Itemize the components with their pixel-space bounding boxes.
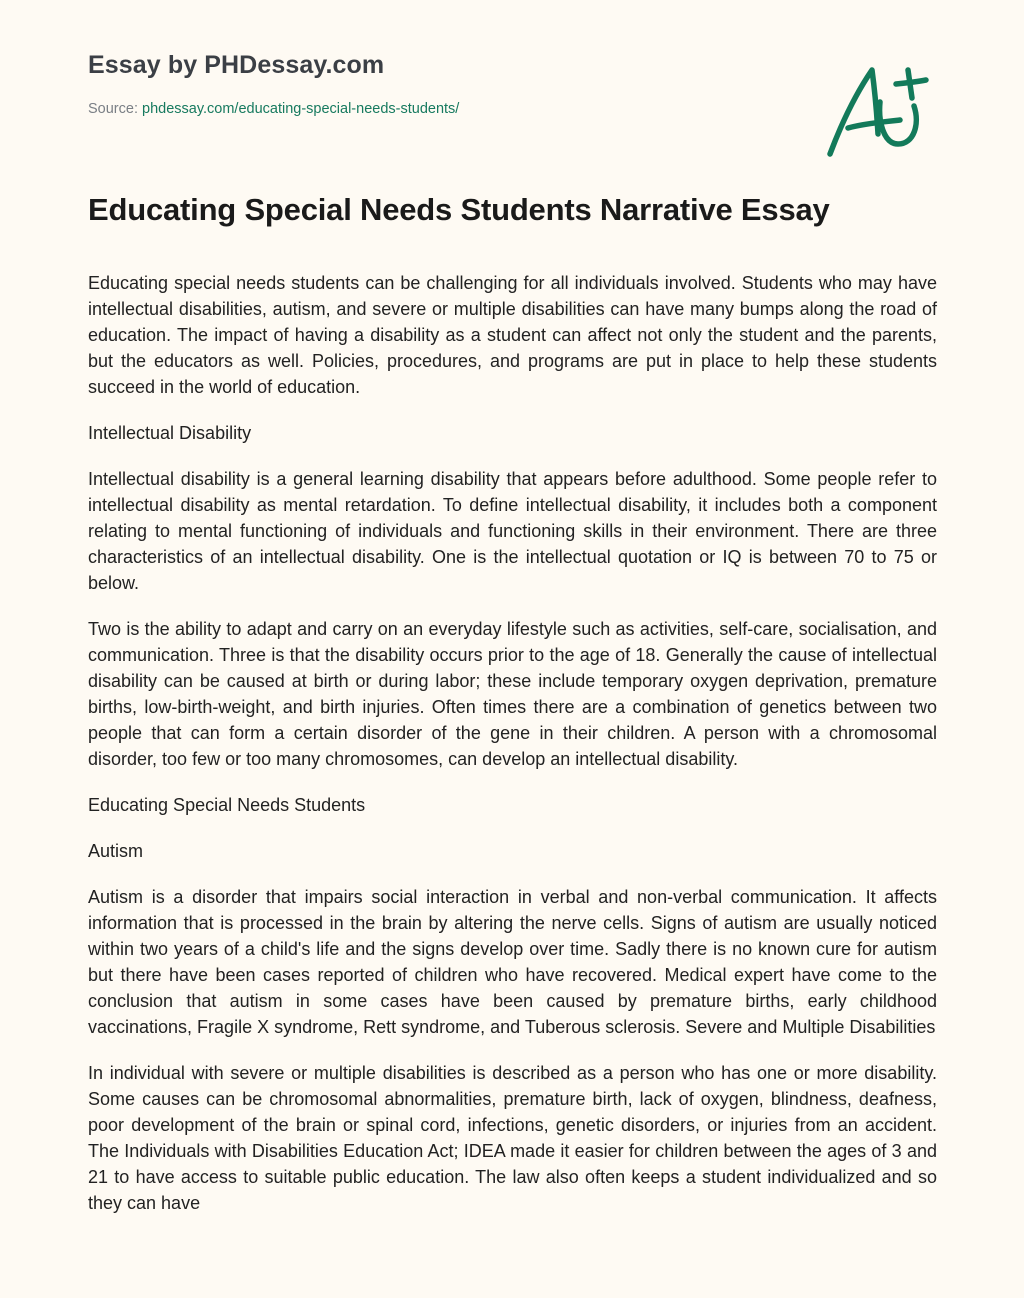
paragraph-severe-multiple-disabilities: In individual with severe or multiple disabilities is described as a person who has one or more disability. Some causes can be chromosomal abnormalities, premature birth, lack of oxygen, blindness, deafness, poor development of the brain or spinal cord, infections, genetic disorders, or injuries from an accident. The Individuals with Disabilities Education Act; IDEA made it easier for children between the ages of 3 and 21 to have access to suitable public education. The law also often keeps a student individualized and so they can have	[88, 1063, 937, 1213]
subheading-autism: Autism	[88, 841, 144, 861]
source-label: Source:	[88, 101, 138, 117]
subheading-intellectual-disability: Intellectual Disability	[88, 423, 252, 443]
paragraph-autism: Autism is a disorder that impairs social interaction in verbal and non-verbal communication. It affects information that is processed in the brain by altering the nerve cells. Signs of autism are usually noticed within two years of a child's life and the signs develop over time. Sadly there is no known cure for autism but there have been cases reported of children who have recovered. Medical expert have come to the conclusion that autism in some cases have been caused by premature births, early childhood vaccinations, Fragile X syndrome, Rett syndrome, and Tuberous sclerosis. Severe and Multiple Disabilities	[88, 887, 937, 1037]
site-title: Essay by PHDessay.com	[88, 51, 385, 79]
site-header	[88, 48, 788, 119]
paragraph-intellectual-disability-definition: Intellectual disability is a general learning disability that appears before adulthood. Some people refer to intellectual disability as mental retardation. To define intellectual disability, it includes both a component relating to mental functioning of individuals and functioning skills in their environment. There are three characteristics of an intellectual disability. One is the intellectual quotation or IQ is between 70 to 75 or below.	[88, 469, 937, 593]
subheading-educating-special-needs: Educating Special Needs Students	[88, 795, 366, 815]
source-line	[88, 99, 788, 119]
paragraph-intro: Educating special needs students can be challenging for all individuals involved. Students who may have intellectual disabilities, autism, and severe or multiple disabilities can have many bumps along the road of education. The impact of having a disability as a student can affect not only the student and the parents, but the educators as well. Policies, procedures, and programs are put in place to help these students succeed in the world of education.	[88, 273, 937, 397]
paragraph-intellectual-disability-causes: Two is the ability to adapt and carry on an everyday lifestyle such as activities, self-care, socialisation, and communication. Three is that the disability occurs prior to the age of 18. Generally the cause of intellectual disability can be caused at birth or during labor; these include temporary oxygen deprivation, premature births, low-birth-weight, and birth injuries. Often times there are a combination of genetics between two people that can form a certain disorder of the gene in their children. A person with a chromosomal disorder, too few or too many chromosomes, can develop an intellectual disability.	[88, 619, 937, 769]
source-link[interactable]: phdessay.com/educating-special-needs-students/	[142, 101, 460, 117]
a-plus-grade-icon	[822, 62, 932, 162]
document-title: Educating Special Needs Students Narrative Essay	[88, 192, 830, 227]
essay-body	[88, 270, 937, 1236]
